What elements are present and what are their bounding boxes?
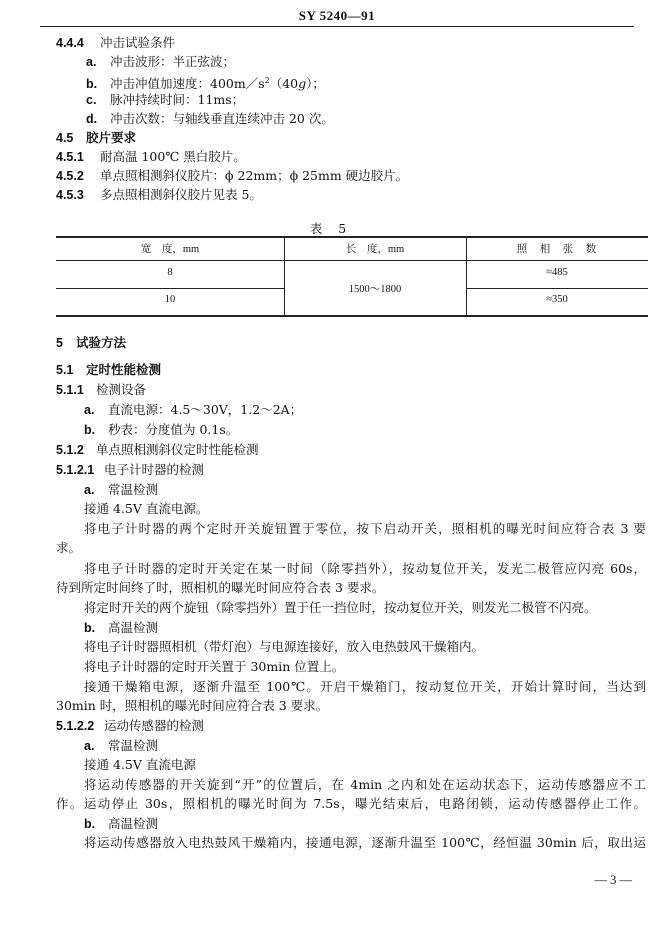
clause-5-1-2-2-heading: 5.1.2.2 运动传感器的检测	[56, 718, 205, 733]
list-item: a. 直流电源：4.5～30V，1.2～2A；	[84, 402, 303, 417]
table-bottom-rule	[56, 315, 648, 317]
clause-title: 冲击试验条件	[100, 35, 176, 50]
list-item: d. 冲击次数：与轴线垂直连续冲击 20 次。	[86, 111, 334, 126]
table-cell-length: 1500～1800	[348, 284, 402, 295]
paragraph-continued: 求。	[56, 540, 82, 555]
clause-5-1-2-heading: 5.1.2 单点照相测斜仪定时性能检测	[56, 442, 259, 457]
table-top-rule	[56, 236, 648, 238]
section-5-heading: 5 试验方法	[56, 335, 127, 350]
table-header-rule	[56, 260, 648, 261]
table-caption: 表 5	[309, 221, 353, 236]
subclause-b-heading: b. 高温检测	[84, 816, 159, 831]
list-item: b. 冲击冲值加速度：$400m/s^2(40g)$；	[86, 76, 325, 92]
paragraph: 将运动传感器放入电热鼓风干燥箱内，接通电源，逐渐升温至 100℃，经恒温 30min 后，取出运	[84, 835, 646, 850]
table-header-width: 宽 度，mm	[140, 244, 200, 255]
paragraph: 将电子计时器的两个定时开关旋钮置于零位，按下启动开关，照相机的曝光时间应符合表 3 要	[84, 521, 646, 536]
paragraph: 接通 4.5V 直流电源	[84, 757, 196, 772]
list-item: c. 脉冲持续时间：11ms；	[86, 92, 245, 107]
paragraph-continued: 30min 时，照相机的曝光时间应符合表 3 要求。	[56, 698, 329, 713]
table-header-length: 长 度，mm	[345, 244, 405, 255]
table-5	[56, 236, 648, 317]
clause-4-5-heading: 4.5 胶片要求	[56, 130, 137, 145]
clause-5-1-1-heading: 5.1.1 检测设备	[56, 382, 147, 397]
paragraph: 将定时开关的两个旋钮（除零挡外）置于任一挡位时，按动复位开关，则发光二极管不闪亮。	[84, 600, 597, 615]
table-cell-count: ≈350	[546, 294, 568, 305]
page-number: — 3 —	[594, 873, 632, 887]
table-row-rule	[466, 288, 648, 289]
paragraph: 将运动传感器的开关旋到“开”的位置后，在 4min 之内和处在运动状态下，运动传感器应不工	[84, 777, 646, 792]
paragraph-continued: 作。运动停止 30s，照相机的曝光时间为 7.5s，曝光结束后，电路闭锁，运动传感器停止工作。	[56, 796, 646, 811]
paragraph: 将电子计时器的定时开关置于 30min 位置上。	[84, 659, 345, 674]
clause-number: 4.4.4	[56, 36, 84, 50]
subclause-b-heading: b. 高温检测	[84, 620, 159, 635]
list-item: a. 冲击波形：半正弦波；	[86, 54, 236, 69]
clause-4-5-3: 4.5.3 多点照相测斜仪胶片见表 5。	[56, 187, 262, 202]
subclause-a-heading: a. 常温检测	[84, 482, 159, 497]
paragraph: 接通 4.5V 直流电源。	[84, 501, 209, 516]
paragraph: 将电子计时器照相机（带灯泡）与电源连接好，放入电热鼓风干燥箱内。	[84, 639, 485, 654]
paragraph: 接通干燥箱电源，逐渐升温至 100℃。开启干燥箱门，按动复位开关，开始计算时间，当达到	[84, 679, 646, 694]
clause-5-1-heading: 5.1 定时性能检测	[56, 362, 162, 377]
table-cell-width: 10	[164, 294, 176, 305]
paragraph: 将电子计时器的定时开关定在某一时间（除零挡外），按动复位开关，发光二极管应闪亮 60s，	[84, 561, 646, 576]
standard-code-header: SY 5240—91	[40, 6, 634, 27]
subclause-a-heading: a. 常温检测	[84, 738, 159, 753]
paragraph-continued: 待到所定时间终了时，照相机的曝光时间应符合表 3 要求。	[56, 580, 385, 595]
clause-4-5-2: 4.5.2 单点照相测斜仪胶片：ϕ 22mm；ϕ 25mm 硬边胶片。	[56, 168, 409, 183]
clause-5-1-2-1-heading: 5.1.2.1 电子计时器的检测	[56, 462, 205, 477]
clause-4-4-4-heading	[56, 34, 175, 52]
clause-4-5-1: 4.5.1 耐高温 100℃ 黑白胶片。	[56, 149, 246, 164]
table-header-count: 照 相 张 数	[516, 244, 598, 255]
table-cell-count: ≈485	[546, 267, 568, 278]
table-cell-width: 8	[167, 267, 173, 278]
table-row-rule	[56, 288, 284, 289]
list-item: b. 秒表：分度值为 0.1s。	[84, 422, 239, 437]
